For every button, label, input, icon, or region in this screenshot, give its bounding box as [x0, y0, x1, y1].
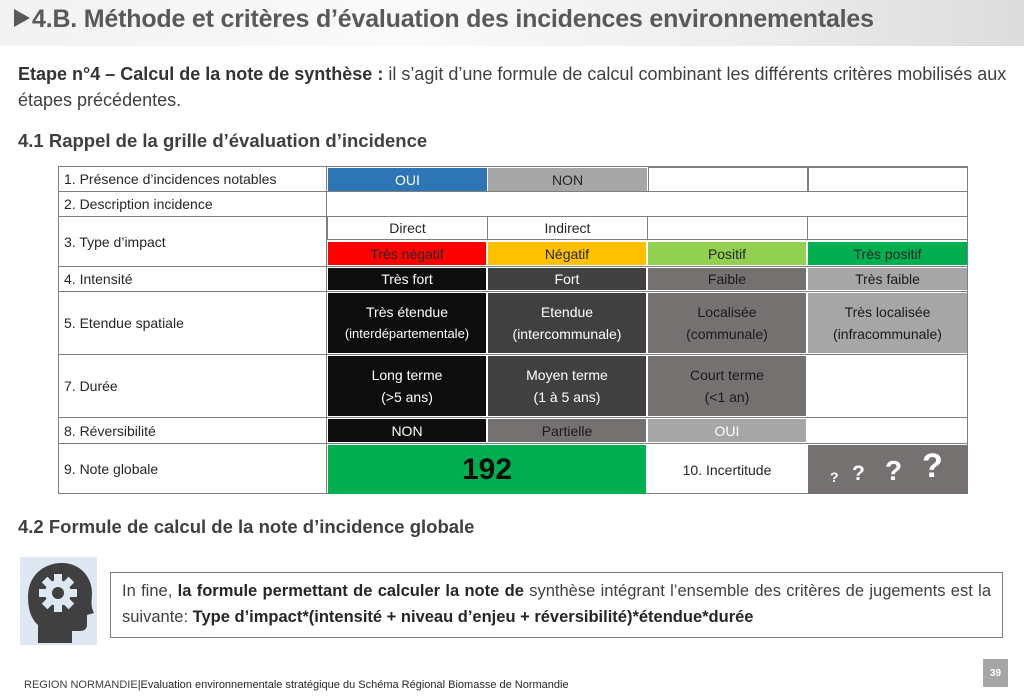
formula-bold-1: la formule permettant de calculer la note de: [177, 582, 524, 600]
etendue-etendue-label: Etendue: [540, 304, 594, 320]
row-label-type: 3. Type d’impact: [59, 217, 327, 266]
duree-court-sub: (<1 an): [704, 389, 750, 405]
etendue-tres-etendue-sub: (interdépartementale): [344, 326, 470, 341]
etendue-tres-localisee-cell: [808, 293, 967, 353]
reversibilite-oui-cell: OUI: [648, 419, 806, 442]
row-label-intensite: 4. Intensité: [59, 267, 327, 291]
etendue-localisee-sub: (communale): [686, 326, 768, 342]
header-arrow-icon: [14, 9, 30, 27]
duree-court-cell: [648, 356, 806, 416]
formula-text-2: synthèse intégrant l’ensemble des critères de jugements est la suivante:: [122, 582, 991, 626]
type-positif-cell: Positif: [648, 242, 806, 265]
head-gear-icon: [20, 557, 97, 645]
row-label-duree: 7. Durée: [59, 355, 327, 417]
page-number: 39: [983, 659, 1008, 687]
duree-long-label: Long terme: [371, 367, 443, 383]
intensite-fort-cell: Fort: [488, 268, 646, 290]
presence-oui-cell: OUI: [328, 168, 487, 191]
duree-long-cell: [328, 356, 486, 416]
presence-empty-cell: [808, 167, 968, 192]
description-cell: [328, 192, 968, 216]
footer-separator: |: [137, 679, 141, 691]
question-mark-icon: ?: [922, 447, 943, 485]
intro-bold: Etape n°4 – Calcul de la note de synthèse :: [18, 64, 384, 84]
formula-box: [110, 572, 1003, 638]
etendue-tres-localisee-sub: (infracommunale): [833, 326, 942, 342]
row-label-description: 2. Description incidence: [59, 192, 327, 216]
etendue-tres-etendue-label: Très étendue: [366, 304, 448, 320]
intro-text: il s’agit d’une formule de calcul combinant les différents critères mobilisés aux étapes précédentes.: [18, 64, 1007, 110]
question-mark-icon: ?: [830, 469, 839, 485]
section-title-grid: 4.1 Rappel de la grille d’évaluation d’incidence: [18, 130, 428, 151]
etendue-etendue-cell: [488, 293, 646, 353]
duree-long-sub: (>5 ans): [381, 389, 433, 405]
row-label-note: 9. Note globale: [59, 444, 327, 494]
type-tres-positif-cell: Très positif: [808, 242, 967, 265]
duree-moyen-cell: [488, 356, 646, 416]
type-direct-cell: Direct: [327, 216, 488, 240]
row-label-reversibilite: 8. Réversibilité: [59, 418, 327, 443]
intensite-tres-fort-cell: Très fort: [328, 268, 486, 290]
presence-non-cell: NON: [488, 168, 647, 191]
type-indirect-cell: Indirect: [487, 216, 648, 240]
etendue-tres-etendue-cell: [328, 293, 486, 353]
duree-moyen-sub: (1 à 5 ans): [533, 389, 601, 405]
question-mark-icon: ?: [885, 455, 903, 486]
intensite-faible-cell: Faible: [648, 268, 806, 290]
etendue-etendue-sub: (intercommunale): [512, 326, 622, 342]
row-label-etendue: 5. Etendue spatiale: [59, 292, 327, 354]
formula-text-1: In fine,: [122, 582, 178, 600]
footer-org: REGION NORMANDIE: [24, 679, 138, 691]
type-tres-negatif-cell: Très négatif: [328, 242, 486, 265]
intro-paragraph: [18, 61, 1008, 113]
note-globale-value: 192: [461, 452, 513, 486]
evaluation-grid: [58, 166, 968, 494]
duree-moyen-label: Moyen terme: [526, 367, 608, 383]
formula-bold-2: Type d’impact*(intensité + niveau d’enjeu + réversibilité)*étendue*durée: [192, 608, 754, 626]
row-label-presence: 1. Présence d’incidences notables: [59, 167, 327, 191]
reversibilite-partielle-cell: Partielle: [488, 419, 646, 442]
type-empty-cell: [647, 216, 808, 240]
etendue-localisee-cell: [648, 293, 806, 353]
footer-text: Evaluation environnementale stratégique du Schéma Régional Biomasse de Normandie: [140, 679, 569, 691]
etendue-tres-localisee-label: Très localisée: [844, 304, 931, 320]
incertitude-cell: [808, 445, 968, 494]
section-title-formula: 4.2 Formule de calcul de la note d’incidence globale: [18, 516, 475, 537]
page-title: 4.B. Méthode et critères d’évaluation des incidences environnementales: [32, 5, 874, 33]
duree-court-label: Court terme: [690, 367, 764, 383]
incertitude-label: 10. Incertitude: [682, 461, 772, 478]
type-empty-cell: [807, 216, 968, 240]
presence-empty-cell: [648, 167, 808, 192]
etendue-localisee-label: Localisée: [697, 304, 757, 320]
question-mark-icon: ?: [852, 462, 865, 485]
footer: [24, 679, 569, 691]
reversibilite-non-cell: NON: [328, 419, 486, 442]
intensite-tres-faible-cell: Très faible: [808, 268, 967, 290]
type-negatif-cell: Négatif: [488, 242, 646, 265]
note-globale-cell: [328, 445, 646, 494]
